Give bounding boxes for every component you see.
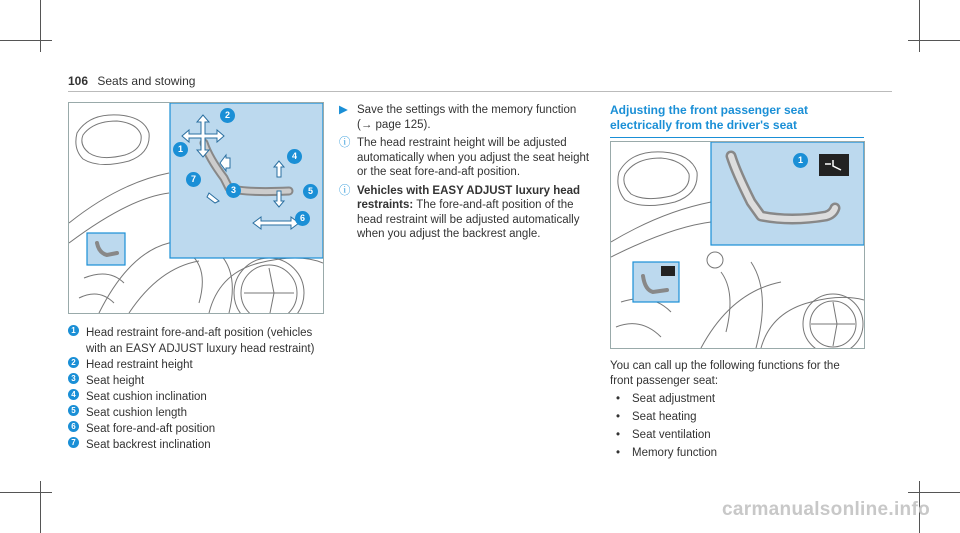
legend-item	[68, 325, 328, 357]
legend-number: 4	[68, 389, 79, 400]
legend-number: 6	[68, 421, 79, 432]
heading-rule	[610, 137, 864, 138]
seat-adjustment-figure	[68, 102, 324, 314]
legend-item	[68, 373, 328, 389]
info-icon: ⓘ	[339, 184, 351, 197]
callout-2: 2	[220, 108, 235, 123]
step-text: Save the settings with the memory function (→ page 125).	[357, 104, 577, 131]
list-item: • Memory function	[610, 444, 717, 462]
crop-mark	[0, 492, 52, 493]
list-item: • Seat adjustment	[610, 390, 717, 408]
section-title: Seats and stowing	[97, 74, 196, 88]
note-bold: Vehicles with EASY ADJUST luxury head restraints:	[357, 184, 581, 211]
page-number: 106	[68, 74, 89, 88]
legend-number: 5	[68, 405, 79, 416]
figure-legend	[68, 325, 328, 453]
crop-mark	[908, 492, 960, 493]
legend-text: Seat cushion inclination	[86, 391, 207, 403]
legend-number: 3	[68, 373, 79, 384]
callout-1: 1	[173, 142, 188, 157]
callout-4: 4	[287, 149, 302, 164]
note	[339, 136, 591, 180]
legend-item	[68, 437, 328, 453]
middle-column	[339, 103, 591, 246]
legend-text: Seat height	[86, 375, 145, 387]
legend-number: 1	[68, 325, 79, 336]
legend-text: Seat backrest inclination	[86, 439, 211, 451]
callout-7: 7	[186, 172, 201, 187]
legend-text: Head restraint height	[86, 359, 193, 371]
crop-mark	[919, 0, 920, 52]
function-list	[610, 390, 717, 462]
legend-item	[68, 389, 328, 405]
legend-item	[68, 421, 328, 437]
note-text: The head restraint height will be adjusted automatically when you adjust the seat height or the seat fore-and-aft position.	[357, 137, 590, 178]
legend-item	[68, 357, 328, 373]
crop-mark	[908, 40, 960, 41]
legend-text: Head restraint fore-and-aft position (vehicles with an EASY ADJUST luxury head restraint)	[86, 327, 315, 355]
list-item: • Seat ventilation	[610, 426, 717, 444]
door-panel-illustration	[611, 142, 864, 348]
note	[339, 184, 591, 242]
passenger-seat-figure	[610, 141, 865, 349]
watermark: carmanualsonline.info	[722, 499, 930, 520]
intro-text: You can call up the following functions for the front passenger seat:	[610, 360, 840, 387]
header-divider	[68, 91, 892, 92]
note-text: The fore-and-aft position of the head restraint will be adjusted automatically when you adjust the backrest angle.	[357, 199, 580, 240]
callout-1: 1	[793, 153, 808, 168]
list-item: • Seat heating	[610, 408, 717, 426]
door-panel-illustration	[69, 103, 323, 313]
right-column	[610, 103, 864, 459]
crop-mark	[0, 40, 52, 41]
callout-3: 3	[226, 183, 241, 198]
section-heading: Adjusting the front passenger seat electrically from the driver's seat	[610, 103, 809, 132]
legend-text: Seat cushion length	[86, 407, 188, 419]
instruction-step	[339, 103, 591, 132]
legend-number: 7	[68, 437, 79, 448]
info-icon: ⓘ	[339, 137, 351, 149]
crop-mark	[40, 0, 41, 52]
page-header	[68, 74, 195, 88]
play-arrow-icon: ▶	[339, 104, 348, 116]
legend-text: Seat fore-and-aft position	[86, 423, 216, 435]
callout-5: 5	[303, 184, 318, 199]
callout-6: 6	[295, 211, 310, 226]
legend-number: 2	[68, 357, 79, 368]
legend-item	[68, 405, 328, 421]
crop-mark	[40, 481, 41, 533]
